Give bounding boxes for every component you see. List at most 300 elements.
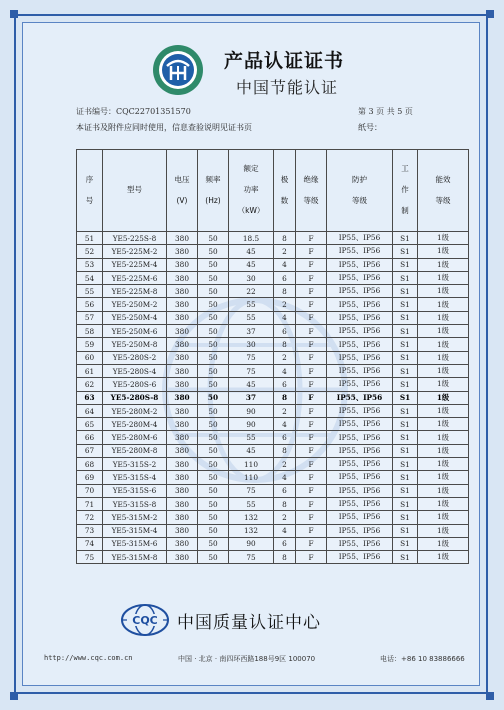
cell-voltage: 380 [167, 298, 198, 311]
cell-poles: 8 [274, 391, 296, 404]
header-model: 型号 [103, 150, 167, 232]
cell-duty: S1 [393, 285, 418, 298]
cell-protection: IP55、IP56 [327, 524, 393, 537]
table-row [77, 285, 469, 298]
table-row [77, 298, 469, 311]
table-row [77, 232, 469, 245]
cell-insulation: F [296, 258, 327, 271]
cell-voltage: 380 [167, 245, 198, 258]
cell-protection: IP55、IP56 [327, 338, 393, 351]
cell-voltage: 380 [167, 311, 198, 324]
cell-poles: 4 [274, 471, 296, 484]
cell-frequency: 50 [198, 391, 229, 404]
cell-power: 132 [229, 524, 274, 537]
cell-frequency: 50 [198, 471, 229, 484]
issuer-address: 中国 · 北京 · 南四环西路188号9区 100070 [178, 655, 316, 663]
cell-insulation: F [296, 285, 327, 298]
cell-seq: 51 [77, 232, 103, 245]
cell-poles: 8 [274, 232, 296, 245]
header-duty: 工 作 制 [393, 150, 418, 232]
cell-frequency: 50 [198, 524, 229, 537]
cell-protection: IP55、IP56 [327, 378, 393, 391]
cell-voltage: 380 [167, 524, 198, 537]
cell-frequency: 50 [198, 497, 229, 510]
cell-efficiency: 1级 [418, 311, 469, 324]
cell-duty: S1 [393, 444, 418, 457]
cell-insulation: F [296, 471, 327, 484]
cell-protection: IP55、IP56 [327, 537, 393, 550]
cell-protection: IP55、IP56 [327, 431, 393, 444]
cell-efficiency: 1级 [418, 471, 469, 484]
cell-protection: IP55、IP56 [327, 232, 393, 245]
cell-insulation: F [296, 511, 327, 524]
cell-efficiency: 1级 [418, 338, 469, 351]
cell-power: 37 [229, 391, 274, 404]
corner-ornament [486, 692, 494, 700]
table-row [77, 511, 469, 524]
cell-frequency: 50 [198, 458, 229, 471]
cell-seq: 64 [77, 404, 103, 417]
header-poles: 极 数 [274, 150, 296, 232]
cell-frequency: 50 [198, 271, 229, 284]
table-row [77, 258, 469, 271]
cell-power: 45 [229, 444, 274, 457]
cell-protection: IP55、IP56 [327, 351, 393, 364]
cell-protection: IP55、IP56 [327, 511, 393, 524]
cell-insulation: F [296, 404, 327, 417]
table-row [77, 444, 469, 457]
cell-power: 45 [229, 245, 274, 258]
cell-power: 18.5 [229, 232, 274, 245]
cell-efficiency: 1级 [418, 285, 469, 298]
cell-seq: 62 [77, 378, 103, 391]
svg-text:CQC: CQC [132, 614, 158, 627]
table-row [77, 458, 469, 471]
cell-poles: 2 [274, 404, 296, 417]
cell-voltage: 380 [167, 511, 198, 524]
cell-seq: 67 [77, 444, 103, 457]
table-row [77, 524, 469, 537]
cell-poles: 8 [274, 285, 296, 298]
cell-voltage: 380 [167, 378, 198, 391]
cell-efficiency: 1级 [418, 511, 469, 524]
cell-insulation: F [296, 431, 327, 444]
cell-voltage: 380 [167, 285, 198, 298]
cell-voltage: 380 [167, 404, 198, 417]
header-protection: 防护 等级 [327, 150, 393, 232]
table-row [77, 391, 469, 404]
cell-power: 22 [229, 285, 274, 298]
cell-model: YE5-315M-8 [103, 551, 167, 564]
cell-seq: 73 [77, 524, 103, 537]
header-voltage: 电压 (V) [167, 150, 198, 232]
cell-power: 75 [229, 351, 274, 364]
cell-duty: S1 [393, 364, 418, 377]
cell-frequency: 50 [198, 511, 229, 524]
cell-insulation: F [296, 298, 327, 311]
corner-ornament [10, 692, 18, 700]
cell-seq: 70 [77, 484, 103, 497]
cell-frequency: 50 [198, 351, 229, 364]
cell-voltage: 380 [167, 232, 198, 245]
cell-protection: IP55、IP56 [327, 444, 393, 457]
cell-insulation: F [296, 325, 327, 338]
issuer-name: 中国质量认证中心 [177, 613, 321, 633]
cell-voltage: 380 [167, 537, 198, 550]
cell-insulation: F [296, 551, 327, 564]
cell-efficiency: 1级 [418, 271, 469, 284]
cell-poles: 4 [274, 311, 296, 324]
table-row [77, 431, 469, 444]
cell-frequency: 50 [198, 311, 229, 324]
cell-efficiency: 1级 [418, 232, 469, 245]
cell-seq: 58 [77, 325, 103, 338]
cell-efficiency: 1级 [418, 497, 469, 510]
cell-model: YE5-280M-8 [103, 444, 167, 457]
cell-poles: 2 [274, 511, 296, 524]
cell-duty: S1 [393, 325, 418, 338]
cell-power: 75 [229, 364, 274, 377]
table-row [77, 471, 469, 484]
cell-model: YE5-315M-2 [103, 511, 167, 524]
cell-seq: 61 [77, 364, 103, 377]
cell-frequency: 50 [198, 298, 229, 311]
header-efficiency: 能效 等级 [418, 150, 469, 232]
cell-seq: 74 [77, 537, 103, 550]
table-row [77, 404, 469, 417]
cell-protection: IP55、IP56 [327, 271, 393, 284]
cell-voltage: 380 [167, 418, 198, 431]
cell-model: YE5-280S-6 [103, 378, 167, 391]
cell-insulation: F [296, 364, 327, 377]
cell-voltage: 380 [167, 364, 198, 377]
cell-model: YE5-250M-6 [103, 325, 167, 338]
cell-insulation: F [296, 537, 327, 550]
cell-duty: S1 [393, 497, 418, 510]
cell-frequency: 50 [198, 431, 229, 444]
cell-duty: S1 [393, 351, 418, 364]
cell-power: 45 [229, 378, 274, 391]
header-frequency: 频率 (Hz) [198, 150, 229, 232]
cell-efficiency: 1级 [418, 418, 469, 431]
cell-voltage: 380 [167, 471, 198, 484]
cell-efficiency: 1级 [418, 524, 469, 537]
cell-insulation: F [296, 351, 327, 364]
cell-power: 45 [229, 258, 274, 271]
cell-power: 75 [229, 551, 274, 564]
table-row [77, 537, 469, 550]
cell-protection: IP55、IP56 [327, 404, 393, 417]
cell-power: 90 [229, 537, 274, 550]
cell-frequency: 50 [198, 325, 229, 338]
cell-poles: 4 [274, 258, 296, 271]
corner-ornament [10, 10, 18, 18]
table-row [77, 484, 469, 497]
cell-poles: 8 [274, 444, 296, 457]
cell-seq: 60 [77, 351, 103, 364]
cell-duty: S1 [393, 311, 418, 324]
cell-insulation: F [296, 271, 327, 284]
cell-duty: S1 [393, 458, 418, 471]
cell-poles: 2 [274, 298, 296, 311]
cell-model: YE5-250M-2 [103, 298, 167, 311]
table-row [77, 497, 469, 510]
cell-poles: 6 [274, 431, 296, 444]
cell-seq: 55 [77, 285, 103, 298]
cell-voltage: 380 [167, 258, 198, 271]
cell-model: YE5-280S-4 [103, 364, 167, 377]
cell-insulation: F [296, 418, 327, 431]
cell-power: 55 [229, 497, 274, 510]
cell-model: YE5-280S-8 [103, 391, 167, 404]
cell-insulation: F [296, 311, 327, 324]
cell-frequency: 50 [198, 338, 229, 351]
cell-seq: 69 [77, 471, 103, 484]
cell-seq: 63 [77, 391, 103, 404]
cell-model: YE5-225M-4 [103, 258, 167, 271]
cell-power: 55 [229, 311, 274, 324]
cell-power: 75 [229, 484, 274, 497]
cell-duty: S1 [393, 524, 418, 537]
cell-power: 110 [229, 458, 274, 471]
header-rated-power: 额定 功率 （kW） [229, 150, 274, 232]
cell-power: 30 [229, 271, 274, 284]
cell-seq: 65 [77, 418, 103, 431]
cqc-logo-icon [120, 603, 170, 637]
cell-insulation: F [296, 524, 327, 537]
cell-efficiency: 1级 [418, 325, 469, 338]
cell-protection: IP55、IP56 [327, 298, 393, 311]
cell-power: 132 [229, 511, 274, 524]
cell-model: YE5-250M-8 [103, 338, 167, 351]
cell-protection: IP55、IP56 [327, 458, 393, 471]
cell-protection: IP55、IP56 [327, 325, 393, 338]
cell-efficiency: 1级 [418, 378, 469, 391]
cell-efficiency: 1级 [418, 298, 469, 311]
cell-model: YE5-315M-4 [103, 524, 167, 537]
issuer-phone: 电话：+86 10 83886666 [380, 655, 465, 663]
cell-protection: IP55、IP56 [327, 471, 393, 484]
cell-protection: IP55、IP56 [327, 258, 393, 271]
cell-protection: IP55、IP56 [327, 364, 393, 377]
cell-frequency: 50 [198, 418, 229, 431]
cell-model: YE5-225S-8 [103, 232, 167, 245]
cell-protection: IP55、IP56 [327, 484, 393, 497]
cell-model: YE5-280S-2 [103, 351, 167, 364]
page-title: 产品认证证书 [224, 50, 345, 72]
table-row [77, 245, 469, 258]
cell-protection: IP55、IP56 [327, 245, 393, 258]
cell-duty: S1 [393, 391, 418, 404]
cell-power: 37 [229, 325, 274, 338]
cell-model: YE5-225M-8 [103, 285, 167, 298]
paper-number: 纸号： [358, 123, 382, 132]
cell-protection: IP55、IP56 [327, 391, 393, 404]
cell-poles: 8 [274, 551, 296, 564]
table-row [77, 418, 469, 431]
cell-voltage: 380 [167, 551, 198, 564]
cell-model: YE5-225M-2 [103, 245, 167, 258]
table-row [77, 325, 469, 338]
cell-efficiency: 1级 [418, 404, 469, 417]
cell-efficiency: 1级 [418, 551, 469, 564]
cell-model: YE5-315M-6 [103, 537, 167, 550]
cell-poles: 4 [274, 364, 296, 377]
cell-poles: 2 [274, 351, 296, 364]
table-row [77, 551, 469, 564]
cell-duty: S1 [393, 245, 418, 258]
cell-model: YE5-225M-6 [103, 271, 167, 284]
cell-frequency: 50 [198, 364, 229, 377]
cell-duty: S1 [393, 511, 418, 524]
cell-insulation: F [296, 458, 327, 471]
cell-model: YE5-280M-6 [103, 431, 167, 444]
header-insulation: 绝缘 等级 [296, 150, 327, 232]
website-link[interactable]: http://www.cqc.com.cn [44, 654, 133, 662]
cell-efficiency: 1级 [418, 458, 469, 471]
cell-duty: S1 [393, 271, 418, 284]
cell-model: YE5-250M-4 [103, 311, 167, 324]
cell-insulation: F [296, 497, 327, 510]
cell-insulation: F [296, 338, 327, 351]
cell-voltage: 380 [167, 497, 198, 510]
table-row [77, 351, 469, 364]
cell-voltage: 380 [167, 484, 198, 497]
cell-seq: 56 [77, 298, 103, 311]
cell-frequency: 50 [198, 537, 229, 550]
page-indicator: 第 3 页 共 5 页 [358, 107, 413, 116]
usage-note: 本证书及附件应同时使用，信息查验说明见证书页 [76, 123, 252, 132]
cell-seq: 66 [77, 431, 103, 444]
cell-insulation: F [296, 245, 327, 258]
cell-duty: S1 [393, 404, 418, 417]
cell-duty: S1 [393, 484, 418, 497]
table-row [77, 311, 469, 324]
cell-power: 30 [229, 338, 274, 351]
table-row [77, 271, 469, 284]
cell-insulation: F [296, 378, 327, 391]
cell-protection: IP55、IP56 [327, 311, 393, 324]
cell-power: 90 [229, 418, 274, 431]
page-subtitle: 中国节能认证 [236, 78, 339, 97]
cell-insulation: F [296, 232, 327, 245]
cell-seq: 57 [77, 311, 103, 324]
header-seq: 序 号 [77, 150, 103, 232]
cell-protection: IP55、IP56 [327, 285, 393, 298]
model-spec-table [76, 149, 469, 564]
cell-efficiency: 1级 [418, 444, 469, 457]
cell-frequency: 50 [198, 444, 229, 457]
cell-duty: S1 [393, 471, 418, 484]
energy-saving-seal-icon [152, 44, 204, 96]
cell-voltage: 380 [167, 338, 198, 351]
cell-seq: 68 [77, 458, 103, 471]
cell-power: 55 [229, 431, 274, 444]
cell-poles: 4 [274, 418, 296, 431]
cell-duty: S1 [393, 232, 418, 245]
cell-model: YE5-280M-4 [103, 418, 167, 431]
cell-voltage: 380 [167, 351, 198, 364]
table-body [77, 232, 469, 564]
cell-frequency: 50 [198, 232, 229, 245]
cell-insulation: F [296, 484, 327, 497]
cell-duty: S1 [393, 378, 418, 391]
cell-frequency: 50 [198, 378, 229, 391]
cell-power: 110 [229, 471, 274, 484]
cell-insulation: F [296, 391, 327, 404]
cell-model: YE5-315S-2 [103, 458, 167, 471]
cell-voltage: 380 [167, 444, 198, 457]
cell-protection: IP55、IP56 [327, 497, 393, 510]
cell-poles: 6 [274, 537, 296, 550]
cell-poles: 6 [274, 271, 296, 284]
cell-poles: 8 [274, 338, 296, 351]
cell-model: YE5-315S-4 [103, 471, 167, 484]
cell-voltage: 380 [167, 391, 198, 404]
cell-model: YE5-280M-2 [103, 404, 167, 417]
certificate-number: 证书编号：CQC22701351570 [76, 107, 191, 116]
cell-poles: 6 [274, 378, 296, 391]
cell-seq: 75 [77, 551, 103, 564]
cell-frequency: 50 [198, 285, 229, 298]
cell-poles: 2 [274, 245, 296, 258]
cell-seq: 53 [77, 258, 103, 271]
cell-duty: S1 [393, 537, 418, 550]
cell-insulation: F [296, 444, 327, 457]
table-row [77, 364, 469, 377]
cell-voltage: 380 [167, 431, 198, 444]
cell-duty: S1 [393, 418, 418, 431]
cell-frequency: 50 [198, 551, 229, 564]
cell-efficiency: 1级 [418, 364, 469, 377]
cell-efficiency: 1级 [418, 245, 469, 258]
cell-duty: S1 [393, 258, 418, 271]
cell-seq: 52 [77, 245, 103, 258]
cell-power: 90 [229, 404, 274, 417]
cell-seq: 59 [77, 338, 103, 351]
cell-efficiency: 1级 [418, 431, 469, 444]
cell-voltage: 380 [167, 325, 198, 338]
cell-duty: S1 [393, 298, 418, 311]
cell-voltage: 380 [167, 458, 198, 471]
cell-frequency: 50 [198, 258, 229, 271]
cell-efficiency: 1级 [418, 537, 469, 550]
cell-efficiency: 1级 [418, 351, 469, 364]
cell-model: YE5-315S-6 [103, 484, 167, 497]
cell-seq: 71 [77, 497, 103, 510]
table-row [77, 338, 469, 351]
cell-efficiency: 1级 [418, 258, 469, 271]
cell-voltage: 380 [167, 271, 198, 284]
cell-duty: S1 [393, 431, 418, 444]
cell-poles: 2 [274, 458, 296, 471]
cell-model: YE5-315S-8 [103, 497, 167, 510]
cell-frequency: 50 [198, 484, 229, 497]
cell-duty: S1 [393, 338, 418, 351]
cell-efficiency: 1级 [418, 484, 469, 497]
cell-frequency: 50 [198, 245, 229, 258]
cell-poles: 6 [274, 325, 296, 338]
cell-poles: 6 [274, 484, 296, 497]
cell-seq: 72 [77, 511, 103, 524]
cell-protection: IP55、IP56 [327, 551, 393, 564]
table-row [77, 378, 469, 391]
cell-poles: 8 [274, 497, 296, 510]
cell-frequency: 50 [198, 404, 229, 417]
table-header-row [77, 150, 469, 232]
cell-efficiency: 1级 [418, 391, 469, 404]
cell-seq: 54 [77, 271, 103, 284]
